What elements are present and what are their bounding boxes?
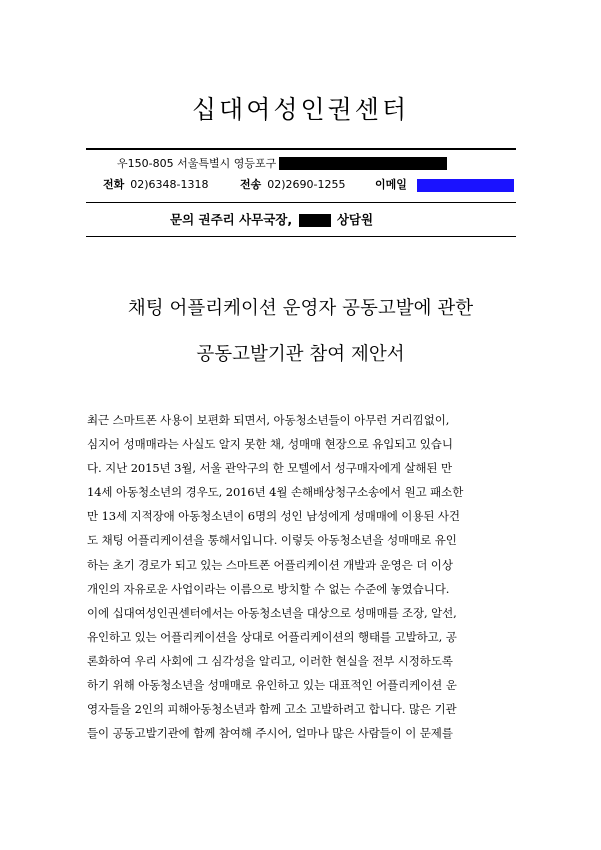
header-rule-middle	[86, 202, 516, 203]
body-line: 최근 스마트폰 사용이 보편화 되면서, 아동청소년들이 아무런 거리낌없이,	[87, 413, 450, 427]
body-line: 심지어 성매매라는 사실도 알지 못한 채, 성매매 현장으로 유입되고 있습니	[87, 437, 453, 452]
document-title-line-1: 채팅 어플리케이션 운영자 공동고발에 관한	[127, 298, 474, 319]
document-title-line-2: 공동고발기관 참여 제안서	[196, 344, 405, 365]
name-redaction	[299, 214, 331, 227]
body-line: 개인의 자유로운 사업이라는 이름으로 방치할 수 없는 수준에 놓였습니다.	[87, 581, 450, 596]
org-title: 십대여성인권센터	[191, 95, 410, 124]
fax-label: 전송	[240, 178, 262, 191]
body-line: 들이 공동고발기관에 함께 참여해 주시어, 얼마나 많은 사람들이 이 문제를	[87, 726, 453, 741]
header-rule-bottom	[86, 236, 516, 237]
header-rule-top	[86, 148, 516, 150]
address-line	[117, 155, 276, 173]
inquiry-prefix: 문의 권주리 사무국장,	[170, 212, 293, 227]
body-line: 다. 지난 2015년 3월, 서울 관악구의 한 모텔에서 성구매자에게 살해된 만	[87, 461, 452, 476]
body-line: 14세 아동청소년의 경우도, 2016년 4월 손해배상청구소송에서 원고 패소한	[87, 485, 464, 500]
body-line: 론화하여 우리 사회에 그 심각성을 알리고, 이러한 현실을 전부 시정하도록	[87, 653, 453, 668]
fax-contact	[240, 176, 346, 194]
email-redaction	[417, 179, 514, 192]
phone-number: 02)6348-1318	[130, 178, 209, 191]
body-line: 유인하고 있는 어플리케이션을 상대로 어플리케이션의 행태를 고발하고, 공	[87, 629, 457, 644]
address-text: 우150-805 서울특별시 영등포구	[117, 157, 277, 170]
body-line: 하는 초기 경로가 되고 있는 스마트폰 어플리케이션 개발과 운영은 더 이상	[87, 557, 453, 572]
body-line: 하기 위해 아동청소년을 성매매로 유인하고 있는 대표적인 어플리케이션 운	[87, 678, 457, 693]
inquiry-line	[170, 210, 373, 230]
email-label: 이메일	[375, 178, 407, 191]
address-redaction	[279, 157, 447, 170]
email-contact	[375, 176, 514, 194]
fax-number: 02)2690-1255	[267, 178, 346, 191]
phone-contact	[103, 176, 209, 194]
phone-label: 전화	[103, 178, 125, 191]
body-line: 영자들을 2인의 피해아동청소년과 함께 고소 고발하려고 합니다. 많은 기관	[87, 702, 457, 717]
body-line: 이에 십대여성인권센터에서는 아동청소년을 대상으로 성매매를 조장, 알선,	[87, 605, 457, 620]
body-paragraph	[87, 408, 521, 745]
body-line: 만 13세 지적장애 아동청소년이 6명의 성인 남성에게 성매매에 이용된 사건	[87, 509, 460, 524]
body-line: 도 채팅 어플리케이션을 통해서입니다. 이렇듯 아동청소년을 성매매로 유인	[87, 533, 457, 548]
inquiry-suffix: 상담원	[336, 212, 374, 227]
